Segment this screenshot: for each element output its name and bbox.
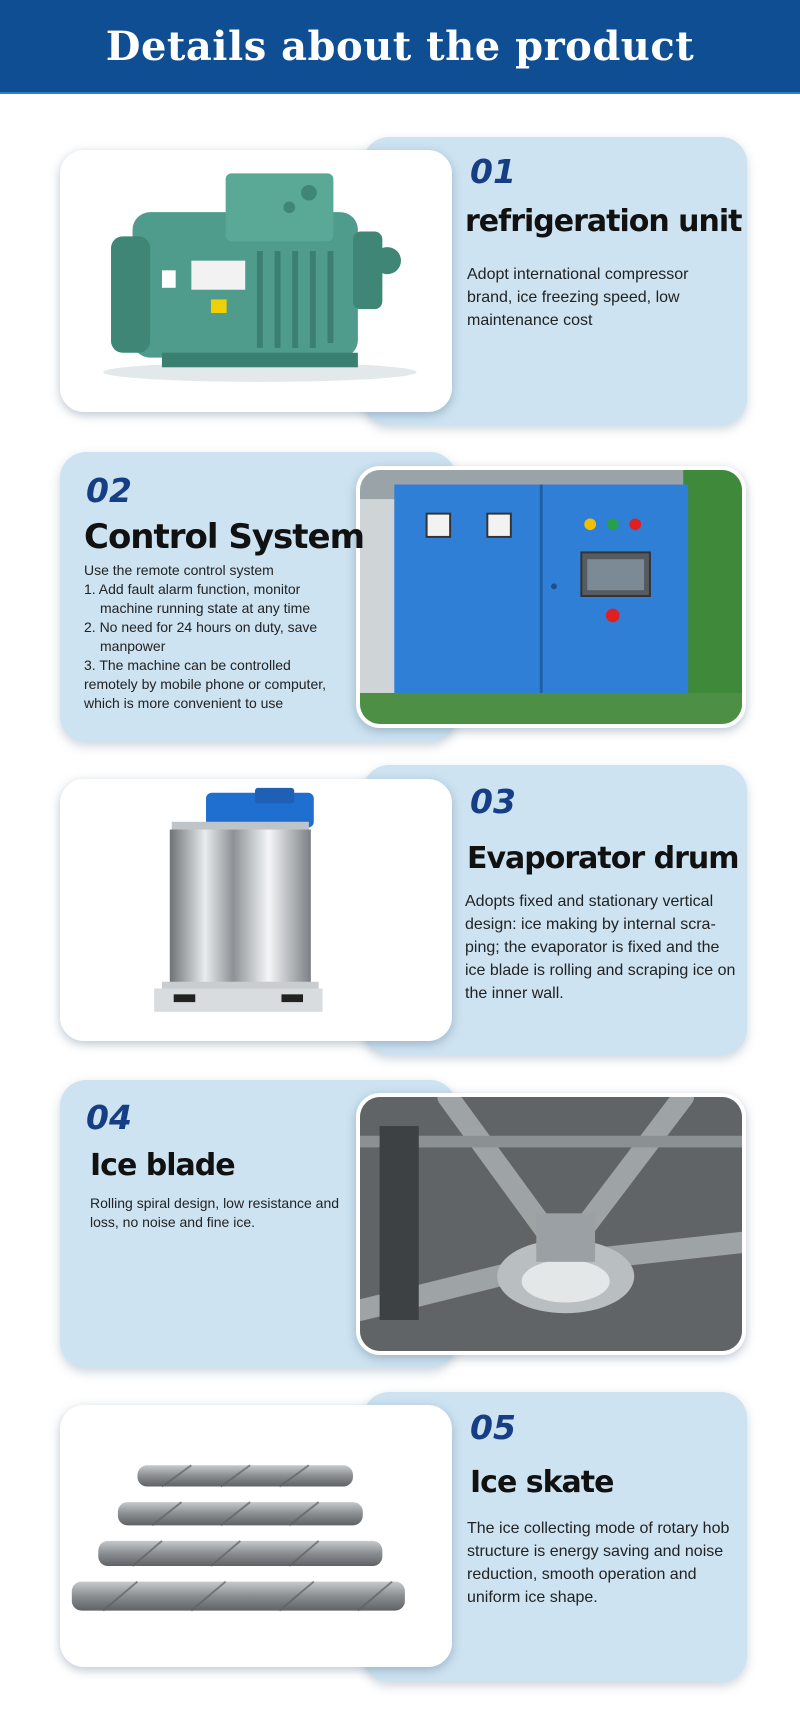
evaporator-drum-image (60, 779, 452, 1041)
control-cabinet-image (356, 466, 746, 728)
ice-skate-image (60, 1405, 452, 1667)
section-description: Adopts fixed and stationary vertical design: ice making by internal scra-ping; the evaporator is fixed and the ice blade is rolling and scraping ice on the inner wall. (465, 893, 736, 1002)
section-number: 01 (470, 152, 516, 191)
description-line: Use the remote control system (84, 562, 274, 578)
section-title: Ice blade (90, 1148, 235, 1183)
section-title: Ice skate (470, 1465, 614, 1500)
section-number: 03 (470, 782, 516, 821)
section-title: Control System (84, 517, 365, 557)
description-line: 2. No need for 24 hours on duty, save (84, 619, 318, 635)
description-line: which is more convenient to use (84, 695, 284, 711)
section-description: The ice collecting mode of rotary hob structure is energy saving and noise reduction, smooth operation and uniform ice shape. (467, 1520, 730, 1606)
section-number: 04 (86, 1098, 132, 1137)
description-line: 3. The machine can be controlled (84, 657, 291, 673)
description-line: machine running state at any time (100, 600, 311, 616)
description-line: remotely by mobile phone or computer, (84, 676, 327, 692)
page-title: Details about the product (105, 22, 695, 70)
section-description: Adopt international compressor brand, ice freezing speed, low maintenance cost (467, 266, 689, 329)
description-line: 1. Add fault alarm function, monitor (84, 581, 301, 597)
section-title: Evaporator drum (467, 841, 739, 876)
section-number: 05 (470, 1408, 516, 1447)
section-description (84, 561, 354, 713)
section-title: refrigeration unit (465, 204, 742, 239)
compressor-image (60, 150, 452, 412)
description-line: manpower (100, 638, 166, 654)
ice-blade-image (356, 1093, 746, 1355)
section-number: 02 (86, 471, 132, 510)
page-header (0, 0, 800, 94)
section-description: Rolling spiral design, low resistance and loss, no noise and fine ice. (90, 1195, 340, 1230)
